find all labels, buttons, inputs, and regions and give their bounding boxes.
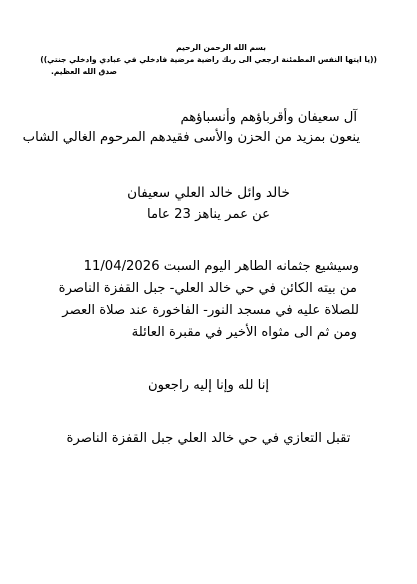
funeral-date-line: وسيشيع جثمانه الطاهر اليوم السبت 11/04/2026: [83, 259, 359, 274]
closing-phrase: إنا لله وإنا إليه راجعون: [147, 378, 270, 393]
deceased-age: عن عمر يناهز 23 عاما: [146, 207, 271, 222]
funeral-burial-line: ومن ثم الى مثواه الأخير في مقبرة العائلة: [131, 325, 357, 340]
mourning-announcement-line: ينعون بمزيد من الحزن والأسى فقيدهم المرحوم الغالي الشاب: [22, 130, 360, 145]
funeral-origin-line: من بيته الكائن في حي خالد العلي- جبل القفزة الناصرة: [58, 281, 357, 296]
sadaqa-line: صدق الله العظيم.: [50, 67, 117, 76]
basmala-line: بسم الله الرحمن الرحيم: [176, 43, 266, 52]
family-names-line: آل سعيفان وأقرباؤهم وأنسباؤهم: [180, 110, 357, 125]
funeral-prayer-line: للصلاة عليه في مسجد النور- الفاخورة عند صلاة العصر: [62, 303, 359, 318]
deceased-name: خالد وائل خالد العلي سعيفان: [127, 185, 290, 201]
condolences-line: تقبل التعازي في حي خالد العلي جبل القفزة الناصرة: [66, 431, 351, 446]
quran-verse-line: ((يا ايتها النفس المطمئنة ارجعي الى ربك راضية مرضية فادخلي في عبادي وادخلي جنتي)): [40, 55, 377, 64]
